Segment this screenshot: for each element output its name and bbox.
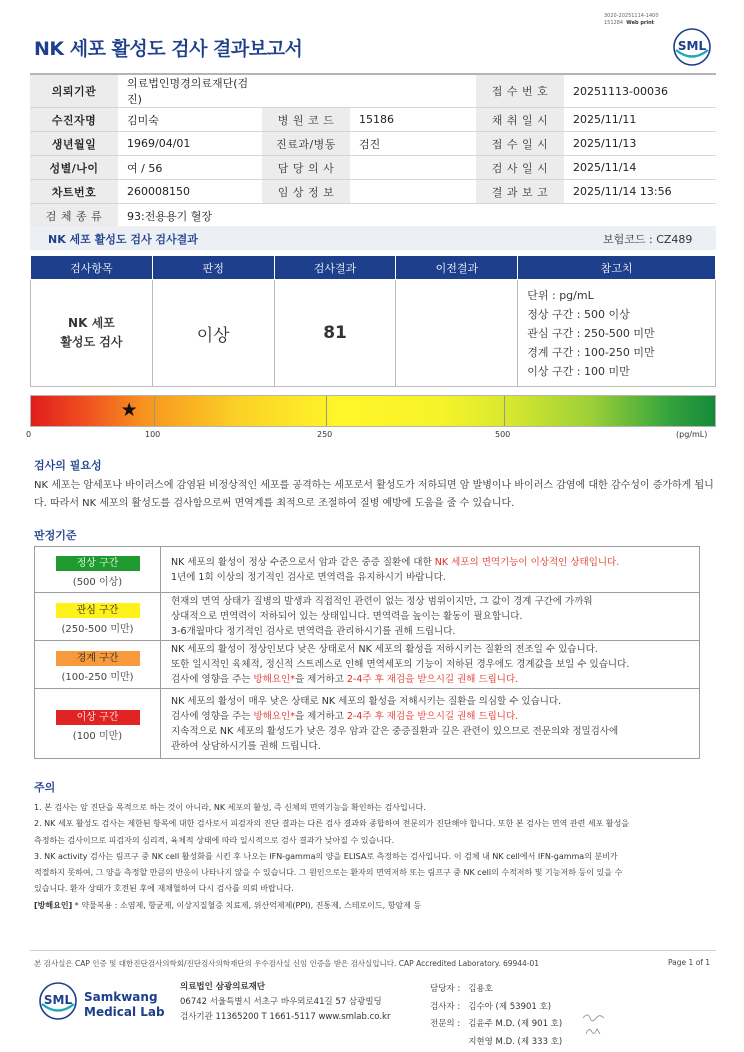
info-value: 2025/11/14: [564, 156, 716, 180]
criteria-text: 현재의 면역 상태가 질병의 발생과 직접적인 관련이 없는 정상 범위이지만, 그 값이 경계 구간에 가까워: [171, 596, 593, 607]
criteria-highlight: 2-4주 후 재검을 받으시길 권해 드립니다.: [346, 674, 519, 685]
logo-text: SML: [677, 39, 707, 53]
gauge-unit-label: (pg/mL): [676, 430, 708, 439]
result-header-reference: 참고치: [518, 256, 716, 280]
info-label: 생년월일: [30, 132, 118, 156]
criteria-line: [171, 555, 699, 570]
info-row: [30, 75, 716, 108]
footer-divider: [30, 950, 716, 951]
staff-row: [430, 1000, 568, 1016]
info-label: 임 상 정 보: [262, 180, 350, 204]
gauge-tick-250: [326, 396, 327, 426]
criteria-text: 을 제거하고: [294, 710, 347, 722]
signature-icon: [580, 1010, 608, 1040]
criteria-row: [35, 593, 700, 641]
note-line: 측정하는 검사이므로 피검자의 심리적, 육체적 상태에 따라 일시적으로 검사 결과가 낮아질 수 있습니다.: [34, 835, 395, 845]
criteria-range-cell: [35, 689, 161, 759]
criteria-text: 관하여 상담하시기를 권해 드립니다.: [171, 740, 321, 752]
sml-footer-logo-icon: [38, 981, 78, 1021]
criteria-table: [34, 546, 700, 759]
note-line: 적절하지 못하여, 그 양을 측정할 만큼의 반응이 나타나지 않을 수 있습니다. 그 원인으로는 환자의 면역저하 또는 림프구 중 NK cell의 수적저하 및 기능저하 등이 있을 수: [34, 868, 623, 878]
info-label: 채 취 일 시: [476, 108, 564, 132]
staff-role: [430, 1035, 466, 1051]
criteria-title: 판정기준: [34, 529, 77, 542]
criteria-line: [171, 709, 699, 724]
result-header-judgment: 판정: [152, 256, 274, 280]
staff-name: 김용호: [468, 984, 493, 994]
activity-gauge: [30, 395, 716, 427]
gauge-label-100: 100: [145, 430, 161, 439]
criteria-line: [171, 624, 699, 639]
criteria-description: [161, 547, 700, 593]
criteria-text: 검사에 영향을 주는: [171, 710, 254, 722]
info-label: 결 과 보 고: [476, 180, 564, 204]
criteria-range: (250-500 미만): [61, 624, 134, 635]
info-value: [350, 156, 476, 180]
info-label: 병 원 코 드: [262, 108, 350, 132]
staff-row: [430, 1035, 568, 1051]
criteria-range: (100-250 미만): [61, 672, 134, 683]
criteria-text: 3-6개월마다 정기적인 검사로 면역력을 관리하시기를 권해 드립니다.: [171, 626, 456, 637]
insurance-code: 보험코드 : CZ489: [603, 233, 693, 246]
necessity-title: 검사의 필요성: [34, 459, 102, 472]
info-label: 의뢰기관: [30, 75, 118, 108]
gauge-tick-500: [504, 396, 505, 426]
staff-role: 검사자 :: [430, 1001, 461, 1012]
criteria-range-cell: [35, 547, 161, 593]
sml-logo-icon: [672, 27, 712, 67]
criteria-description: [161, 689, 700, 759]
criteria-range-cell: [35, 641, 161, 689]
result-value: 81: [274, 280, 396, 387]
print-info: 3020-20251114-1400 151284 Web print: [604, 13, 659, 26]
note-line: 3. NK activity 검사는 림프구 중 NK cell 활성화를 시킨 후 나오는 IFN-gamma의 양을 ELISA로 측정하는 검사입니다. 이 검체 내 NK cell에서 IFN-gamma의 분비가: [34, 851, 618, 861]
info-value: 20251113-00036: [564, 75, 716, 108]
info-label: 접 수 일 시: [476, 132, 564, 156]
info-value: 김미숙: [118, 108, 262, 132]
info-label: 성별/나이: [30, 156, 118, 180]
specimen-label: 검 체 종 류: [30, 204, 118, 228]
info-row: [30, 108, 716, 132]
note-line: 있습니다. 환자 상태가 호전된 후에 재채혈하여 다시 검사를 의뢰 바랍니다.: [34, 884, 294, 894]
institution-info: 의료법인 삼광의료재단 06742 서울특별시 서초구 바우뫼로41길 57 삼광빌딩 검사기관 11365200 T 1661-5117 www.smlab.co.kr: [180, 982, 391, 1022]
criteria-row: [35, 547, 700, 593]
criteria-badge: 정상 구간: [56, 556, 140, 571]
cap-statement: 본 검사실은 CAP 인증 및 대한진단검사의학회/진단검사의학재단의 우수검사실 신임 인증을 받은 검사실입니다. CAP Accredited Laboratory. 69944-01: [34, 959, 540, 968]
criteria-description: [161, 641, 700, 689]
info-value: 1969/04/01: [118, 132, 262, 156]
criteria-line: [171, 657, 699, 672]
result-table: [30, 255, 716, 387]
result-section-title: NK 세포 활성도 검사 검사결과: [48, 233, 198, 246]
page-number: Page 1 of 1: [668, 958, 711, 967]
info-label: 수진자명: [30, 108, 118, 132]
criteria-line: [171, 724, 699, 739]
gauge-label-250: 250: [317, 430, 333, 439]
result-reference: 단위 : pg/mL 정상 구간 : 500 이상 관심 구간 : 250-500 미만 경계 구간 : 100-250 미만 이상 구간 : 100 미만: [518, 280, 716, 387]
staff-name: 김수아 (제 53901 호): [468, 1001, 552, 1012]
info-label: 담 당 의 사: [262, 156, 350, 180]
note-line: 2. NK 세포 활성도 검사는 제한된 항목에 대한 검사로서 피검자의 진단 결과는 다른 검사 결과와 종합하여 전문의가 진단해야 합니다. 또한 본 검사는 면역 관련 세포 활성을: [34, 819, 630, 829]
staff-name: 김윤주 M.D. (제 901 호): [468, 1019, 563, 1029]
criteria-highlight: 방해요인*: [253, 674, 295, 685]
criteria-line: [171, 570, 699, 585]
criteria-highlight: NK 세포의 면역기능이 이상적인 상태입니다.: [434, 556, 620, 568]
info-value: 여 / 56: [118, 156, 262, 180]
info-value: 2025/11/14 13:56: [564, 180, 716, 204]
criteria-highlight: 방해요인*: [253, 710, 295, 722]
criteria-line: [171, 609, 699, 624]
info-row: [30, 156, 716, 180]
notes-list: [34, 800, 716, 914]
footer-logo-text: SML: [43, 993, 73, 1007]
criteria-row: [35, 641, 700, 689]
info-value: 260008150: [118, 180, 262, 204]
info-value: 15186: [350, 108, 476, 132]
criteria-line: [171, 642, 699, 657]
info-label: [262, 75, 350, 108]
result-item: NK 세포 활성도 검사: [31, 280, 153, 387]
specimen-value: 93:전용용기 혈장: [118, 204, 716, 228]
staff-role: 담당자 :: [430, 984, 461, 994]
gauge-tick-100: [154, 396, 155, 426]
criteria-badge: 이상 구간: [56, 710, 140, 725]
criteria-line: [171, 672, 699, 687]
patient-info-table: [30, 75, 716, 228]
necessity-text: NK 세포는 암세포나 바이러스에 감염된 비정상적인 세포를 공격하는 세포로서 활성도가 저하되면 암 발병이나 바이러스 감염에 대한 감수성이 증가하게 됩니다. 따라서 NK 세포의 활성도를 검사함으로써 면역계를 최적으로 조절하여 질병 예방에 도움을 줄 수 있습니다.: [34, 480, 714, 509]
staff-role: 전문의 :: [430, 1019, 461, 1029]
criteria-range: (100 미만): [72, 731, 123, 742]
criteria-line: [171, 694, 699, 709]
result-header-previous: 이전결과: [396, 256, 518, 280]
criteria-text: NK 세포의 활성이 정상인보다 낮은 상태로서 NK 세포의 활성을 저하시키는 질환의 전조일 수 있습니다.: [171, 644, 598, 655]
criteria-text: 또한 일시적인 육체적, 정신적 스트레스로 인해 면역세포의 기능이 저하된 경우에도 경계값을 보일 수 있습니다.: [171, 659, 630, 670]
criteria-range: (500 이상): [72, 577, 123, 588]
staff-row: [430, 1017, 568, 1033]
gauge-label-0: 0: [26, 430, 32, 439]
criteria-line: [171, 594, 699, 609]
interference-line: [방해요인] * 약물복용 : 소염제, 항균제, 이상지질혈증 치료제, 위산억제제(PPI), 진통제, 스테로이드, 항암제 등: [34, 900, 422, 910]
result-header-value: 검사결과: [274, 256, 396, 280]
info-label: 접 수 번 호: [476, 75, 564, 108]
criteria-text: 을 제거하고: [294, 674, 347, 685]
result-previous: [396, 280, 518, 387]
criteria-badge: 경계 구간: [56, 651, 140, 666]
info-row: [30, 180, 716, 204]
criteria-badge: 관심 구간: [56, 603, 140, 618]
criteria-text: 1년에 1회 이상의 정기적인 검사로 면역력을 유지하시기 바랍니다.: [171, 571, 446, 583]
criteria-description: [161, 593, 700, 641]
page-title: NK 세포 활성도 검사 결과보고서: [34, 38, 303, 60]
result-judgment: 이상: [152, 280, 274, 387]
info-label: 검 사 일 시: [476, 156, 564, 180]
criteria-text: 검사에 영향을 주는: [171, 674, 254, 685]
criteria-range-cell: [35, 593, 161, 641]
gauge-marker-star-icon: ★: [120, 399, 138, 421]
info-row: [30, 132, 716, 156]
info-value: 의료법인명경의료재단(검진): [118, 75, 262, 108]
info-label: 차트번호: [30, 180, 118, 204]
criteria-text: NK 세포의 활성이 매우 낮은 상태로 NK 세포의 활성을 저해시키는 질환을 의심할 수 있습니다.: [171, 695, 562, 707]
staff-row: [430, 982, 568, 998]
notes-title: 주의: [34, 781, 56, 794]
result-header-item: 검사항목: [31, 256, 153, 280]
info-value: 2025/11/11: [564, 108, 716, 132]
brand-name: Samkwang Medical Lab: [84, 990, 165, 1019]
criteria-line: [171, 739, 699, 754]
criteria-highlight: 2-4주 후 재검을 받으시길 권해 드립니다.: [346, 710, 519, 722]
staff-name: 지현영 M.D. (제 333 호): [468, 1036, 563, 1047]
staff-list: [428, 980, 570, 1052]
criteria-text: NK 세포의 활성이 정상 수준으로서 암과 같은 중증 질환에 대한: [171, 556, 435, 568]
info-value: 2025/11/13: [564, 132, 716, 156]
info-value: 검진: [350, 132, 476, 156]
criteria-text: 상대적으로 면역력이 저하되어 있는 상태입니다. 면역력을 높이는 활동이 필요합니다.: [171, 611, 523, 622]
specimen-row: [30, 204, 716, 228]
criteria-text: 지속적으로 NK 세포의 활성도가 낮은 경우 암과 같은 중증질환과 깊은 관련이 있으므로 전문의와 정밀검사에: [171, 725, 619, 737]
info-value: [350, 75, 476, 108]
criteria-row: [35, 689, 700, 759]
info-value: [350, 180, 476, 204]
gauge-label-500: 500: [495, 430, 511, 439]
info-label: 진료과/병동: [262, 132, 350, 156]
note-line: 1. 본 검사는 암 진단을 목적으로 하는 것이 아니라, NK 세포의 활성, 즉 신체의 면역기능을 확인하는 검사입니다.: [34, 803, 426, 812]
